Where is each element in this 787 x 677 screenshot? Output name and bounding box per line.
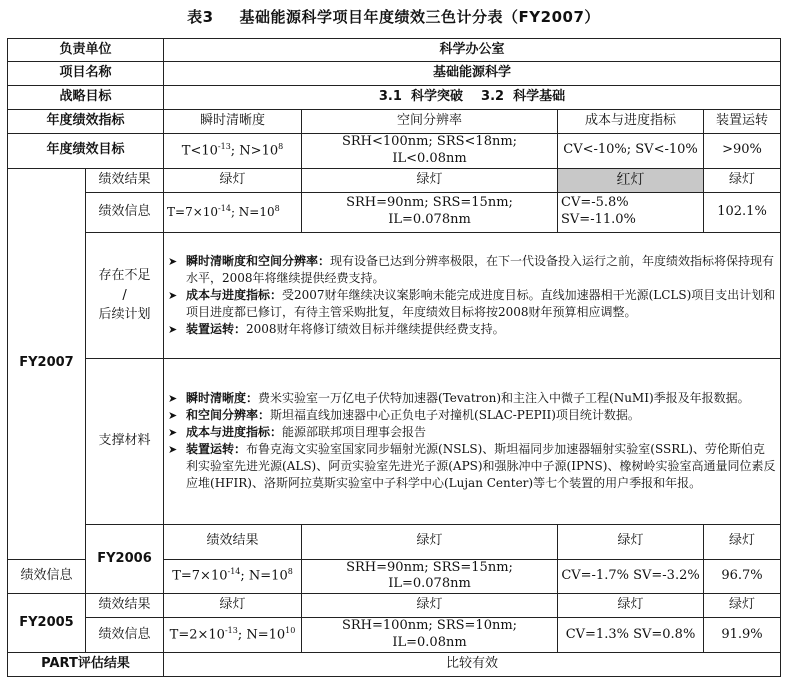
support-item: ➤ 装置运转：布鲁克海文实验室国家同步辐射光源(NSLS)、斯坦福同步加速器辐射实验室(SSRL)、劳伦斯伯克利实验室先进光源(ALS)、阿贡实验室先进光子源(APS)和强脉冲中子源(IPNS)、橡树岭实验室高通量同位素反应堆(HFIR)、洛斯阿拉莫斯实验室中子科学中心(Lujan Center)等七个装置的用户季报和年报。 bbox=[168, 442, 776, 491]
fy2006-result-col-3: 绿灯 bbox=[704, 524, 781, 559]
support-item: ➤ 瞬时清晰度：费米实验室一万亿电子伏特加速器(Tevatron)和主注入中微子工程(NuMI)季报及年报数据。 bbox=[168, 391, 750, 406]
fy2006-info-col-2: SRH=90nm; SRS=15nm; IL=0.078nm bbox=[302, 559, 558, 594]
indicator-col-1: 瞬时清晰度 bbox=[164, 110, 302, 134]
fy2007-result-col-2: 绿灯 bbox=[302, 168, 558, 192]
fy2007-info-col-2: SRH=90nm; SRS=15nm; IL=0.078nm bbox=[302, 192, 558, 232]
arrow-bullet-icon: ➤ bbox=[168, 443, 178, 457]
arrow-bullet-icon: ➤ bbox=[168, 392, 178, 406]
fy2007-info-label: 绩效信息 bbox=[86, 192, 164, 232]
fy2007-result-col-1: 绿灯 bbox=[164, 168, 302, 192]
project-label: 项目名称 bbox=[8, 62, 164, 86]
fy2005-info-col-1: $T=2\times 10^{-13}$; $N=10^{10}$ bbox=[164, 618, 302, 653]
fy2005-info-label: 绩效信息 bbox=[86, 618, 164, 653]
fy2006-result-label: 绩效结果 bbox=[164, 524, 302, 559]
unit-label: 负责单位 bbox=[8, 39, 164, 62]
fy2005-result-col-4: 绿灯 bbox=[704, 594, 781, 618]
fy2007-support-label: 支撑材料 bbox=[86, 358, 164, 524]
indicator-col-3: 成本与进度指标 bbox=[558, 110, 704, 134]
issues-item: ➤ 瞬时清晰度和空间分辨率：现有设备已达到分辨率极限，在下一代设备投入运行之前，年度绩效指标将保持现有水平，2008年将继续提供经费支持。 bbox=[168, 253, 775, 285]
fy2007-support-row bbox=[8, 358, 781, 524]
support-item: ➤ 成本与进度指标：能源部联邦项目理事会报告 bbox=[168, 425, 427, 440]
indicator-col-4: 装置运转 bbox=[704, 110, 781, 134]
fy2007-result-label: 绩效结果 bbox=[86, 168, 164, 192]
performance-table bbox=[7, 38, 781, 677]
fy2006-result-col-2: 绿灯 bbox=[558, 524, 704, 559]
project-value: 基础能源科学 bbox=[164, 62, 781, 86]
arrow-bullet-icon: ➤ bbox=[168, 322, 178, 336]
unit-value: 科学办公室 bbox=[164, 39, 781, 62]
arrow-bullet-icon: ➤ bbox=[168, 254, 178, 268]
fy2005-info-row bbox=[8, 618, 781, 653]
fy2006-info-col-4: 96.7% bbox=[704, 559, 781, 594]
fy2005-result-label: 绩效结果 bbox=[86, 594, 164, 618]
arrow-bullet-icon: ➤ bbox=[168, 288, 178, 302]
part-value: 比较有效 bbox=[164, 653, 781, 677]
fy2006-info-col-3: CV=-1.7% SV=-3.2% bbox=[558, 559, 704, 594]
fy2007-support-content bbox=[164, 358, 781, 524]
arrow-bullet-icon: ➤ bbox=[168, 409, 178, 423]
table-title-text: 基础能源科学项目年度绩效三色计分表（FY2007） bbox=[239, 8, 600, 26]
table-number: 表3 bbox=[187, 8, 214, 26]
table-title bbox=[0, 6, 787, 27]
fy2007-result-row bbox=[8, 168, 781, 192]
fy2007-info-col-4: 102.1% bbox=[704, 192, 781, 232]
fy2007-info-col-3: CV=-5.8% SV=-11.0% bbox=[558, 192, 704, 232]
part-label: PART评估结果 bbox=[8, 653, 164, 677]
row-project bbox=[8, 62, 781, 86]
target-col-1: $T<10^{-13}$; $N>10^8$ bbox=[164, 134, 302, 169]
fy2006-result-col-1: 绿灯 bbox=[302, 524, 558, 559]
fy2007-result-col-4: 绿灯 bbox=[704, 168, 781, 192]
fy2005-info-col-2: SRH=100nm; SRS=10nm; IL=0.08nm bbox=[302, 618, 558, 653]
fy2006-year: FY2006 bbox=[86, 524, 164, 594]
fy2007-result-col-3-red: 红灯 bbox=[558, 168, 704, 192]
fy2007-issues-row bbox=[8, 232, 781, 358]
support-item: ➤ 和空间分辨率：斯坦福直线加速器中心正负电子对撞机(SLAC-PEPII)项目统计数据。 bbox=[168, 408, 640, 423]
fy2005-result-col-2: 绿灯 bbox=[302, 594, 558, 618]
fy2007-issues-label: 存在不足 / 后续计划 bbox=[86, 232, 164, 358]
fy2007-info-col-1: $T=7\times 10^{-14}$; $N=10^8$ bbox=[164, 192, 302, 232]
fy2005-year: FY2005 bbox=[8, 594, 86, 653]
indicator-col-2: 空间分辨率 bbox=[302, 110, 558, 134]
fy2005-result-col-1: 绿灯 bbox=[164, 594, 302, 618]
goal-label: 战略目标 bbox=[8, 86, 164, 110]
row-goal bbox=[8, 86, 781, 110]
fy2006-info-col-1: $T=7\times 10^{-14}$; $N=10^8$ bbox=[164, 559, 302, 594]
target-col-3: CV<-10%; SV<-10% bbox=[558, 134, 704, 169]
fy2006-result-row bbox=[8, 524, 781, 559]
target-col-2: SRH<100nm; SRS<18nm; IL<0.08nm bbox=[302, 134, 558, 169]
issues-item: ➤ 成本与进度指标：受2007财年继续决议案影响未能完成进度目标。直线加速器相干光源(LCLS)项目支出计划和项目进度都已修订，有待主管采购批复，年度绩效目标将按2008财年预算相应调整。 bbox=[168, 287, 776, 319]
indicator-label: 年度绩效指标 bbox=[8, 110, 164, 134]
fy2007-info-row bbox=[8, 192, 781, 232]
row-part bbox=[8, 653, 781, 677]
row-indicator bbox=[8, 110, 781, 134]
fy2005-result-row bbox=[8, 594, 781, 618]
row-unit bbox=[8, 39, 781, 62]
fy2005-info-col-4: 91.9% bbox=[704, 618, 781, 653]
fy2005-info-col-3: CV=1.3% SV=0.8% bbox=[558, 618, 704, 653]
target-col-4: >90% bbox=[704, 134, 781, 169]
arrow-bullet-icon: ➤ bbox=[168, 426, 178, 440]
issues-item: ➤ 装置运转：2008财年将修订绩效目标并继续提供经费支持。 bbox=[168, 321, 505, 336]
target-label: 年度绩效目标 bbox=[8, 134, 164, 169]
row-target bbox=[8, 134, 781, 169]
fy2006-info-label: 绩效信息 bbox=[8, 559, 86, 594]
goal-value: 3.1 科学突破 3.2 科学基础 bbox=[164, 86, 781, 110]
fy2005-result-col-3: 绿灯 bbox=[558, 594, 704, 618]
fy2007-year: FY2007 bbox=[8, 168, 86, 559]
fy2007-issues-content bbox=[164, 232, 781, 358]
